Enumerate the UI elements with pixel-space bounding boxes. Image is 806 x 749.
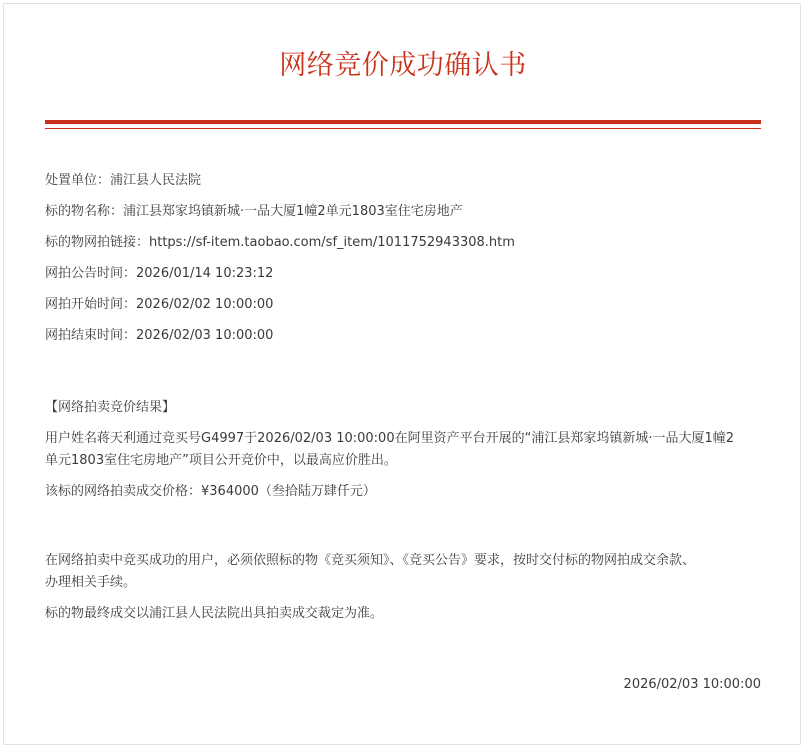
auction-info: [45, 170, 765, 356]
notice-requirement-line1: 在网络拍卖中竞买成功的用户，必须依照标的物《竞买须知》、《竞买公告》要求，按时交付标的物网拍成交余款、: [45, 553, 696, 568]
end-time: 网拍结束时间：2026/02/03 10:00:00: [45, 328, 274, 343]
result-heading: 【网络拍卖竞价结果】: [45, 400, 176, 415]
announce-time: 网拍公告时间：2026/01/14 10:23:12: [45, 266, 274, 281]
subject-link: 标的物网拍链接：https://sf-item.taobao.com/sf_item/1011752943308.htm: [45, 235, 515, 250]
result-statement: [45, 428, 761, 472]
result-statement-line1: 用户姓名蒋天利通过竞买号G4997于2026/02/03 10:00:00在阿里资产平台开展的“浦江县郑家坞镇新城·一品大厦1幢2: [45, 431, 735, 446]
notice-requirement-line2: 办理相关手续。: [45, 575, 137, 590]
notice-final: 标的物最终成交以浦江县人民法院出具拍卖成交裁定为准。: [45, 606, 384, 621]
start-time: 网拍开始时间：2026/02/02 10:00:00: [45, 297, 274, 312]
title-divider-thin: [45, 128, 761, 129]
document-title: 网络竞价成功确认书: [279, 50, 527, 81]
notice-section: [45, 550, 761, 634]
notice-requirement: [45, 550, 761, 594]
subject-name: 标的物名称：浦江县郑家坞镇新城·一品大厦1幢2单元1803室住宅房地产: [45, 204, 463, 219]
result-price: 该标的网络拍卖成交价格：¥364000（叁拾陆万肆仟元）: [45, 484, 376, 499]
disposal-unit: 处置单位：浦江县人民法院: [45, 173, 202, 188]
title-divider-thick: [45, 120, 761, 124]
auction-result-section: [45, 397, 761, 512]
result-statement-line2: 单元1803室住宅房地产”项目公开竞价中，以最高应价胜出。: [45, 453, 397, 468]
document-date: 2026/02/03 10:00:00: [623, 677, 761, 692]
